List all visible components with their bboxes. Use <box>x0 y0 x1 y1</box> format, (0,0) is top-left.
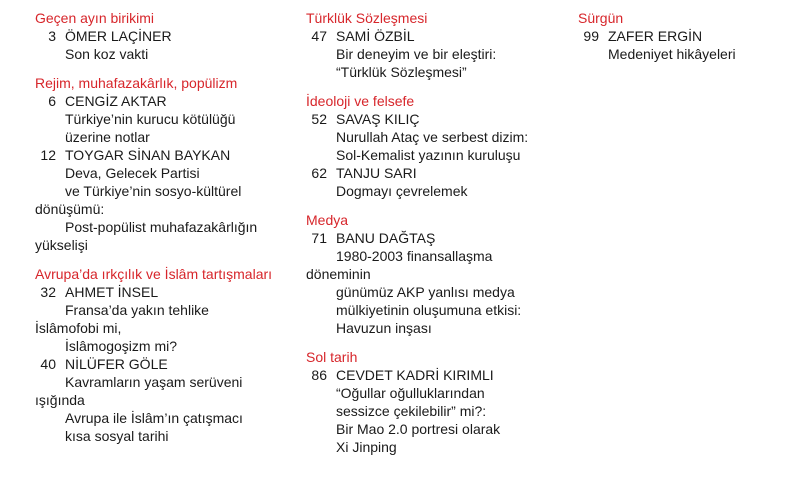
author-name: TOYGAR SİNAN BAYKAN <box>65 147 231 163</box>
article-title-line: “Türklük Sözleşmesi” <box>336 64 467 80</box>
toc-entry[interactable] <box>306 164 571 200</box>
section-title: Türklük Sözleşmesi <box>306 10 428 26</box>
page-number: 52 <box>311 111 327 127</box>
article-title-line: Xi Jinping <box>336 439 397 455</box>
article-title-line: Dogmayı çevrelemek <box>336 183 468 199</box>
toc-section <box>35 265 300 445</box>
toc-entry[interactable] <box>35 355 300 445</box>
page-number: 3 <box>48 28 56 44</box>
section-title: Sürgün <box>578 10 624 26</box>
toc-section <box>306 348 571 456</box>
toc-entry[interactable] <box>35 27 300 63</box>
toc-section <box>35 74 300 254</box>
toc-column-3 <box>578 9 788 74</box>
section-title: Avrupa’da ırkçılık ve İslâm tartışmaları <box>35 266 273 282</box>
section-title: İdeoloji ve felsefe <box>306 93 415 109</box>
author-name: BANU DAĞTAŞ <box>336 230 436 246</box>
article-title-line: kısa sosyal tarihi <box>65 428 169 444</box>
article-title-line: mülkiyetinin oluşumuna etkisi: <box>336 302 522 318</box>
toc-entry[interactable] <box>306 110 571 164</box>
article-title-line: Havuzun inşası <box>336 320 432 336</box>
author-name: AHMET İNSEL <box>65 284 159 300</box>
article-title-line: Türkiye’nin kurucu kötülüğü <box>65 111 236 127</box>
article-title-line: İslâmofobi mi, <box>35 320 122 336</box>
section-title: Sol tarih <box>306 349 358 365</box>
toc-section <box>35 9 300 63</box>
toc-entry[interactable] <box>35 283 300 355</box>
article-title-line: Bir deneyim ve bir eleştiri: <box>336 46 497 62</box>
page-number: 12 <box>40 147 56 163</box>
toc-entry[interactable] <box>578 27 788 63</box>
author-name: CENGİZ AKTAR <box>65 93 167 109</box>
article-title-line: Medeniyet hikâyeleri <box>608 46 736 62</box>
toc-entry[interactable] <box>35 146 300 254</box>
toc-section <box>578 9 788 63</box>
toc-section <box>306 92 571 200</box>
article-title-line: ve Türkiye’nin sosyo-kültürel <box>65 183 242 199</box>
page-number: 71 <box>311 230 327 246</box>
toc-entry[interactable] <box>306 229 571 337</box>
article-title-line: Bir Mao 2.0 portresi olarak <box>336 421 501 437</box>
article-title-line: “Oğullar oğulluklarından <box>336 385 485 401</box>
toc-column-1 <box>35 9 300 456</box>
article-title-line: Sol-Kemalist yazının kuruluşu <box>336 147 521 163</box>
author-name: SAVAŞ KILIÇ <box>336 111 420 127</box>
author-name: CEVDET KADRİ KIRIMLI <box>336 367 494 383</box>
article-title-line: günümüz AKP yanlısı medya <box>336 284 515 300</box>
author-name: ÖMER LAÇİNER <box>65 28 172 44</box>
toc-section <box>306 211 571 337</box>
page-number: 99 <box>583 28 599 44</box>
page-number: 86 <box>311 367 327 383</box>
page-number: 6 <box>48 93 56 109</box>
article-title-line: Post-popülist muhafazakârlığın <box>65 219 258 235</box>
article-title-line: 1980-2003 finansallaşma <box>336 248 493 264</box>
toc-entry[interactable] <box>306 27 571 81</box>
toc-entry[interactable] <box>306 366 571 456</box>
toc-column-2 <box>306 9 571 467</box>
author-name: SAMİ ÖZBİL <box>336 28 415 44</box>
page-number: 32 <box>40 284 56 300</box>
page-number: 47 <box>311 28 327 44</box>
article-title-line: İslâmogoşizm mi? <box>65 338 178 354</box>
article-title-line: Fransa’da yakın tehlike <box>65 302 209 318</box>
section-title: Geçen ayın birikimi <box>35 10 155 26</box>
article-title-line: yükselişi <box>35 237 88 253</box>
article-title-line: Son koz vakti <box>65 46 149 62</box>
article-title-line: Nurullah Ataç ve serbest dizim: <box>336 129 529 145</box>
article-title-line: ışığında <box>35 392 85 408</box>
article-title-line: Avrupa ile İslâm’ın çatışmacı <box>65 410 243 426</box>
author-name: NİLÜFER GÖLE <box>65 356 168 372</box>
article-title-line: Deva, Gelecek Partisi <box>65 165 200 181</box>
article-title-line: üzerine notlar <box>65 129 150 145</box>
author-name: ZAFER ERGİN <box>608 28 703 44</box>
article-title-line: dönüşümü: <box>35 201 105 217</box>
article-title-line: döneminin <box>306 266 371 282</box>
article-title-line: sessizce çekilebilir” mi?: <box>336 403 487 419</box>
page-number: 62 <box>311 165 327 181</box>
section-title: Medya <box>306 212 349 228</box>
toc-entry[interactable] <box>35 92 300 146</box>
article-title-line: Kavramların yaşam serüveni <box>65 374 243 390</box>
author-name: TANJU SARI <box>336 165 417 181</box>
section-title: Rejim, muhafazakârlık, popülizm <box>35 75 238 91</box>
page-number: 40 <box>40 356 56 372</box>
toc-section <box>306 9 571 81</box>
